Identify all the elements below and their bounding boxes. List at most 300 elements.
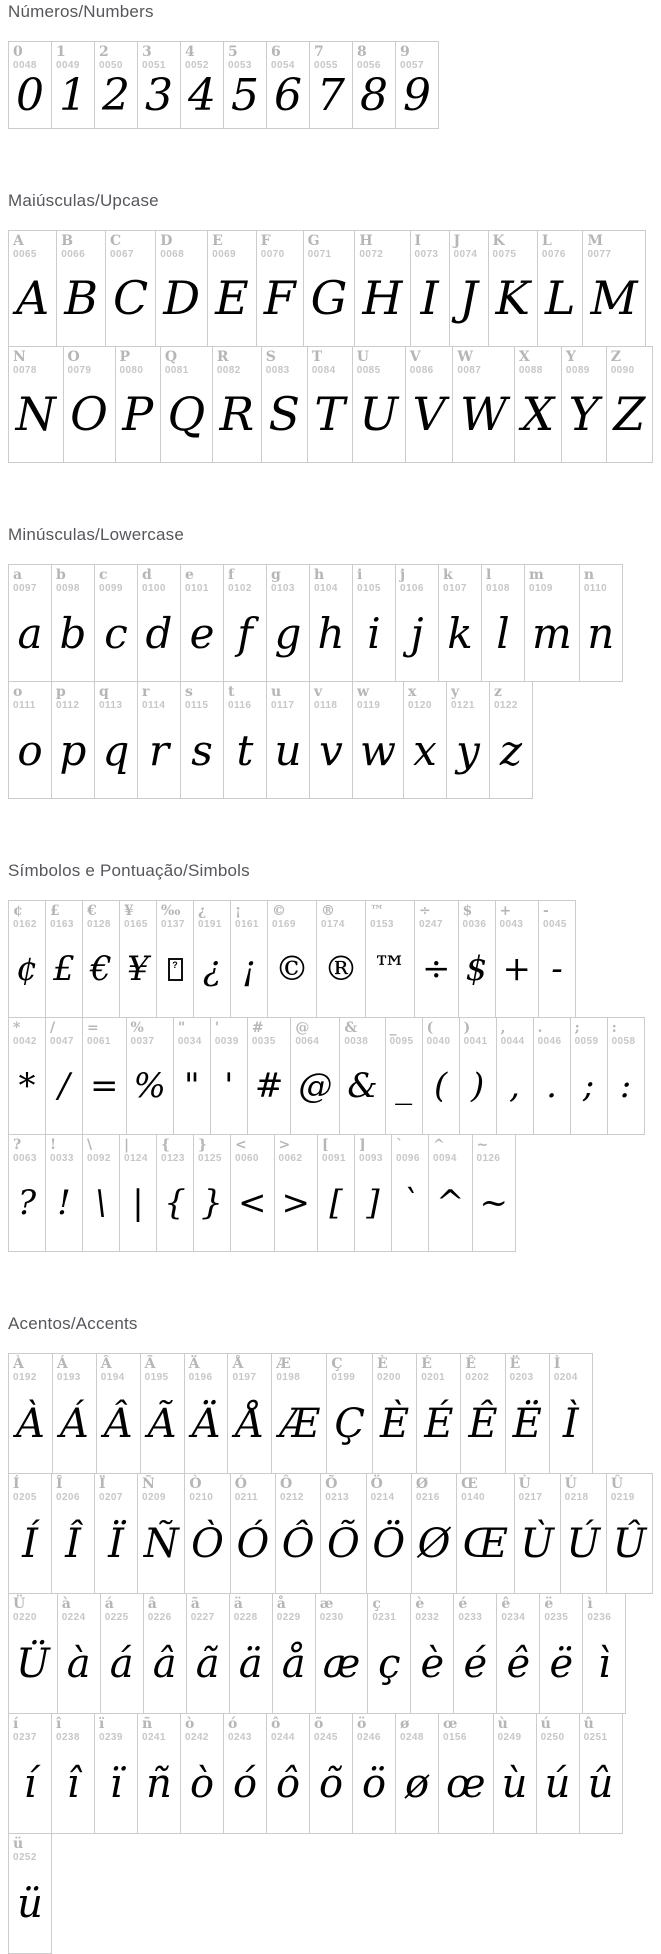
glyph-cell-glyph: Y <box>568 387 599 442</box>
glyph-cell-char: u <box>271 684 282 700</box>
glyph-cell-label <box>276 1474 320 1503</box>
glyph-cell <box>352 1713 396 1834</box>
glyph-cell <box>137 681 181 799</box>
glyph-cell-char: Ü <box>13 1596 26 1612</box>
glyph-cell-label <box>340 1018 384 1047</box>
glyph-cell-label <box>367 1474 411 1503</box>
glyph-cell-char: ë <box>544 1596 554 1612</box>
glyph-cell-char: N <box>13 349 26 365</box>
glyph-cell-code: 0107 <box>443 582 467 594</box>
glyph-cell-label <box>607 347 652 376</box>
glyph-cell-glyph: g <box>274 608 302 658</box>
glyph-cell-label <box>138 1474 184 1503</box>
glyph-cell <box>579 564 623 682</box>
glyph-cell-code: 0108 <box>486 582 510 594</box>
glyph-cell-label <box>583 231 644 260</box>
glyph-cell-label <box>9 565 51 594</box>
glyph-cell-glyph: ? <box>17 1183 37 1224</box>
glyph-cell <box>45 900 83 1018</box>
glyph-cell <box>458 900 496 1018</box>
glyph-cell <box>354 230 410 347</box>
glyph-cell-code: 0163 <box>50 918 74 930</box>
glyph-cell <box>317 1134 355 1252</box>
glyph-cell-code: 0033 <box>50 1152 74 1164</box>
glyph-cell-char: B <box>61 233 74 249</box>
glyph-cell <box>137 564 181 682</box>
glyph-cell-char: I <box>414 233 422 249</box>
glyph-cell-label <box>52 1474 94 1503</box>
glyph-cell-label <box>138 565 180 594</box>
glyph-cell-char: W <box>457 349 474 365</box>
glyph-cell-char: S <box>265 349 276 365</box>
glyph-cell-code: 0210 <box>189 1491 214 1503</box>
glyph-cell-char: j <box>400 567 406 583</box>
glyph-cell-code: 0245 <box>314 1731 338 1743</box>
glyph-cell-label <box>539 901 575 930</box>
glyph-cell-char: ¥ <box>124 903 134 919</box>
glyph-cell-char: Ñ <box>142 1476 155 1492</box>
glyph-cell-label <box>482 565 524 594</box>
glyph-cell-char: Õ <box>325 1476 338 1492</box>
glyph-cell-label <box>489 231 537 260</box>
glyph-cell-code: 0246 <box>357 1731 381 1743</box>
glyph-cell-glyph: n <box>587 608 615 658</box>
glyph-cell-char: £ <box>50 903 60 919</box>
glyph-cell-glyph: Ñ <box>143 1521 179 1568</box>
glyph-cell <box>403 681 447 799</box>
glyph-cell-glyph: ù <box>501 1761 528 1808</box>
glyph-cell-code: 0083 <box>265 364 290 376</box>
glyph-cell-label <box>83 901 119 930</box>
glyph-cell-label <box>353 565 395 594</box>
glyph-cell-glyph: H <box>362 271 403 326</box>
glyph-cell-label <box>515 347 561 376</box>
glyph-cell-code: 0169 <box>272 918 296 930</box>
glyph-cell-glyph: Û <box>612 1521 647 1568</box>
glyph-cell-label <box>310 1714 352 1743</box>
glyph-cell-code: 0204 <box>553 1371 578 1383</box>
glyph-cell <box>82 1017 127 1135</box>
glyph-cell-glyph: 4 <box>188 69 216 121</box>
glyph-cell-glyph: { <box>164 1183 186 1224</box>
glyph-cell <box>560 1473 607 1594</box>
glyph-cell-code: 0114 <box>142 699 166 711</box>
glyph-cell <box>395 41 439 129</box>
glyph-cell-code: 0067 <box>110 248 134 260</box>
glyph-cell-code: 0211 <box>234 1491 258 1503</box>
glyph-cell-code: 0082 <box>216 364 241 376</box>
glyph-cell-code: 0220 <box>13 1611 37 1623</box>
section-title: Símbolos e Pontuação/Simbols <box>8 861 250 880</box>
glyph-cell-char: P <box>119 349 131 365</box>
glyph-cell-glyph: y <box>456 725 480 775</box>
glyph-cell-label <box>412 1474 456 1503</box>
glyph-cell <box>405 346 454 463</box>
glyph-cell-label <box>580 1714 622 1743</box>
glyph-cell-glyph: T <box>314 387 346 442</box>
glyph-cell-code: 0095 <box>389 1035 414 1047</box>
glyph-cell-label <box>580 565 622 594</box>
glyph-cell-char: õ <box>314 1716 324 1732</box>
glyph-cell-label <box>267 42 309 71</box>
glyph-cell <box>489 681 533 799</box>
glyph-cell <box>51 564 95 682</box>
glyph-cell-char: ú <box>540 1716 551 1732</box>
glyph-cell-char: Ï <box>99 1476 106 1492</box>
glyph-cell-label <box>537 1714 579 1743</box>
glyph-cell-label <box>417 1354 460 1383</box>
glyph-cell-label <box>439 1714 493 1743</box>
glyph-cell-code: 0036 <box>462 918 487 930</box>
glyph-cell-glyph: [ <box>329 1183 343 1224</box>
glyph-cell-char: Z <box>610 349 621 365</box>
glyph-cell-glyph: D <box>163 271 201 326</box>
glyph-cell-label <box>97 1354 140 1383</box>
glyph-cell <box>8 1833 52 1954</box>
glyph-cell <box>514 346 562 463</box>
glyph-cell-glyph: Á <box>59 1401 89 1448</box>
glyph-cell <box>229 1593 273 1714</box>
glyph-cell-char: í <box>13 1716 19 1732</box>
glyph-cell-glyph: 0 <box>16 69 44 121</box>
glyph-cell-code: 0112 <box>56 699 80 711</box>
missing-glyph-box: ? <box>168 958 183 981</box>
glyph-cell-glyph: € <box>90 949 112 990</box>
glyph-cell <box>582 230 645 347</box>
glyph-cell-char: ^ <box>433 1137 445 1153</box>
glyph-cell <box>411 1473 457 1594</box>
glyph-cell <box>247 1017 292 1135</box>
glyph-cell-label <box>355 231 409 260</box>
glyph-cell <box>8 1593 58 1714</box>
glyph-cell-code: 0165 <box>124 918 148 930</box>
glyph-cell-code: 0156 <box>443 1731 467 1743</box>
glyph-cell <box>414 900 459 1018</box>
glyph-cell-label <box>228 1354 271 1383</box>
glyph-cell-label <box>534 1018 570 1047</box>
glyph-cell-char: ] <box>359 1137 366 1153</box>
glyph-cell-label <box>353 347 405 376</box>
glyph-cell-code: 0137 <box>161 918 185 930</box>
glyph-cell-code: 0233 <box>458 1611 483 1623</box>
glyph-cell-code: 0088 <box>518 364 543 376</box>
glyph-cell-code: 0079 <box>67 364 92 376</box>
glyph-cell-code: 0085 <box>356 364 381 376</box>
glyph-cell-code: 0218 <box>564 1491 589 1503</box>
glyph-cell-char: ; <box>574 1020 580 1036</box>
glyph-cell <box>290 1017 340 1135</box>
glyph-cell-label <box>101 1594 143 1623</box>
glyph-cell-glyph: 8 <box>360 69 388 121</box>
glyph-cell <box>184 1473 230 1594</box>
glyph-cell-glyph: ® <box>324 949 358 990</box>
glyph-cell-label <box>457 1474 513 1503</box>
glyph-cell-char: c <box>99 567 108 583</box>
glyph-cell <box>193 900 231 1018</box>
glyph-cell-char: b <box>56 567 66 583</box>
glyph-cell-code: 0069 <box>212 248 236 260</box>
glyph-cell-label <box>454 1594 496 1623</box>
glyph-cell-code: 0119 <box>357 699 381 711</box>
glyph-cell-glyph: Ã <box>147 1401 177 1448</box>
glyph-cell-label <box>95 682 137 711</box>
glyph-cell <box>539 1593 583 1714</box>
glyph-cell-glyph: J <box>459 271 478 326</box>
glyph-cell-label <box>156 231 207 260</box>
glyph-cell <box>186 1593 230 1714</box>
glyph-cell-glyph: b <box>59 608 87 658</box>
glyph-cell-label <box>116 347 160 376</box>
glyph-cell-glyph: B <box>64 271 99 326</box>
glyph-cell-code: 0074 <box>453 248 478 260</box>
glyph-cell <box>536 1713 580 1834</box>
glyph-cell <box>488 230 538 347</box>
glyph-cell-glyph: i <box>367 608 381 658</box>
glyph-cell-glyph: p <box>59 725 87 775</box>
glyph-cell-label <box>411 231 449 260</box>
glyph-cell-glyph: U <box>359 387 399 442</box>
glyph-cell <box>607 1017 645 1135</box>
glyph-cell-char: G <box>307 233 320 249</box>
glyph-cell <box>352 564 396 682</box>
glyph-cell-glyph: X <box>521 387 555 442</box>
glyph-cell-code: 0054 <box>271 59 295 71</box>
glyph-cell-char: Û <box>610 1476 624 1492</box>
glyph-cell-code: 0140 <box>461 1491 486 1503</box>
glyph-cell-char: n <box>583 567 595 583</box>
glyph-cell-glyph: O <box>70 387 108 442</box>
glyph-cell-char: ø <box>400 1716 410 1732</box>
glyph-cell-label <box>181 682 223 711</box>
glyph-cell-code: 0092 <box>87 1152 111 1164</box>
glyph-cell-label <box>327 1354 372 1383</box>
glyph-cell <box>82 900 120 1018</box>
glyph-cell-char: Ì <box>553 1356 561 1372</box>
glyph-cell-glyph: ô <box>275 1761 301 1808</box>
glyph-cell <box>316 900 366 1018</box>
glyph-cell <box>52 1353 97 1474</box>
glyph-cell-char: ' <box>214 1020 220 1036</box>
glyph-cell-code: 0090 <box>610 364 635 376</box>
glyph-cell-label <box>310 42 352 71</box>
glyph-cell-char: = <box>87 1020 99 1036</box>
glyph-cell-label <box>450 231 488 260</box>
glyph-cell-glyph: k <box>447 608 473 658</box>
glyph-cell-label <box>46 901 82 930</box>
glyph-table-row <box>8 1017 653 1135</box>
glyph-cell-char: Ë <box>509 1356 521 1372</box>
glyph-cell-glyph: r <box>148 725 170 775</box>
glyph-cell-char: ï <box>99 1716 105 1732</box>
glyph-cell-glyph: W <box>459 387 508 442</box>
glyph-cell-char: | <box>124 1137 130 1153</box>
glyph-cell-char: à <box>61 1596 71 1612</box>
glyph-cell-code: 0225 <box>104 1611 129 1623</box>
glyph-cell-code: 0100 <box>142 582 166 594</box>
glyph-cell-label <box>9 1135 45 1164</box>
glyph-cell-glyph: õ <box>318 1761 344 1808</box>
glyph-cell-glyph: í <box>23 1761 37 1808</box>
glyph-cell-code: 0064 <box>295 1035 320 1047</box>
glyph-cell-label <box>353 42 395 71</box>
glyph-cell-label <box>607 1474 652 1503</box>
glyph-cell <box>495 900 540 1018</box>
glyph-cell-label <box>506 1354 549 1383</box>
glyph-cell-char: * <box>13 1020 21 1036</box>
glyph-cell-glyph: f <box>237 608 253 658</box>
glyph-cell-char: ê <box>501 1596 511 1612</box>
glyph-cell <box>315 1593 369 1714</box>
glyph-cell-code: 0050 <box>99 59 123 71</box>
glyph-cell-char: E <box>212 233 223 249</box>
glyph-cell-code: 0047 <box>50 1035 74 1047</box>
glyph-cell-char: è <box>415 1596 425 1612</box>
glyph-cell <box>94 1473 138 1594</box>
glyph-cell-label <box>459 901 495 930</box>
glyph-cell-glyph: Í <box>22 1521 38 1568</box>
glyph-cell <box>184 1353 229 1474</box>
glyph-cell-code: 0059 <box>574 1035 599 1047</box>
glyph-cell-code: 0080 <box>119 364 144 376</box>
glyph-cell-glyph: S <box>268 387 300 442</box>
glyph-cell-char: \ <box>87 1137 93 1153</box>
glyph-cell-glyph: M <box>590 271 638 326</box>
glyph-cell-label <box>291 1018 339 1047</box>
glyph-cell <box>391 1134 429 1252</box>
glyph-cell-char: € <box>87 903 97 919</box>
glyph-cell-label <box>181 42 223 71</box>
glyph-cell-code: 0116 <box>228 699 252 711</box>
glyph-cell-label <box>272 1354 326 1383</box>
glyph-cell-char: f <box>228 567 235 583</box>
glyph-cell-char: Y <box>565 349 576 365</box>
glyph-cell-glyph: À <box>16 1401 45 1448</box>
glyph-cell-code: 0042 <box>13 1035 37 1047</box>
glyph-cell-label <box>95 1474 137 1503</box>
glyph-cell-glyph: h <box>317 608 345 658</box>
glyph-cell-code: 0213 <box>325 1491 350 1503</box>
glyph-cell-code: 0248 <box>400 1731 424 1743</box>
glyph-cell-char: @ <box>295 1020 310 1036</box>
glyph-cell-char: å <box>276 1596 286 1612</box>
glyph-cell <box>320 1473 366 1594</box>
glyph-cell-label <box>490 682 532 711</box>
glyph-cell-glyph: v <box>319 725 343 775</box>
glyph-cell-label <box>157 1135 193 1164</box>
glyph-cell <box>538 900 576 1018</box>
glyph-cell-code: 0161 <box>235 918 259 930</box>
glyph-cell-glyph: G <box>310 271 348 326</box>
glyph-cell <box>570 1017 608 1135</box>
glyph-cell <box>100 1593 144 1714</box>
glyph-cell-glyph: Ç <box>334 1401 365 1448</box>
glyph-cell-glyph: l <box>496 608 510 658</box>
glyph-cell-label <box>9 901 45 930</box>
glyph-cell-char: Ä <box>188 1356 200 1372</box>
section-title: Números/Numbers <box>8 2 154 21</box>
glyph-cell-char: J <box>453 233 461 249</box>
glyph-cell-code: 0081 <box>164 364 189 376</box>
glyph-cell-label <box>141 1354 184 1383</box>
glyph-cell-label <box>267 565 309 594</box>
glyph-cell-char: È <box>377 1356 388 1372</box>
glyph-cell-char: © <box>272 903 286 919</box>
glyph-cell-char: Ù <box>518 1476 531 1492</box>
glyph-cell-char: - <box>543 903 549 919</box>
glyph-cell-char: l <box>486 567 492 583</box>
glyph-cell <box>549 1353 593 1474</box>
glyph-cell <box>303 230 356 347</box>
glyph-cell-glyph: Ï <box>108 1521 124 1568</box>
glyph-cell <box>230 1473 276 1594</box>
glyph-cell-glyph: 7 <box>317 69 345 121</box>
glyph-cell-char: s <box>185 684 193 700</box>
glyph-cell-code: 0039 <box>214 1035 239 1047</box>
glyph-cell <box>422 1017 460 1135</box>
glyph-cell <box>266 681 310 799</box>
glyph-cell-glyph: Ó <box>236 1521 270 1568</box>
glyph-cell <box>94 41 138 129</box>
glyph-cell-code: 0229 <box>276 1611 301 1623</box>
glyph-cell-glyph: ò <box>189 1761 215 1808</box>
glyph-cell-char: : <box>611 1020 617 1036</box>
glyph-cell-label <box>46 1135 82 1164</box>
glyph-cell-code: 0096 <box>396 1152 420 1164</box>
glyph-cell-glyph: ¿ <box>202 949 222 990</box>
glyph-cell-glyph: û <box>587 1761 614 1808</box>
glyph-cell-glyph: " <box>183 1066 200 1107</box>
glyph-cell <box>94 564 138 682</box>
glyph-cell-char: Æ <box>276 1356 291 1372</box>
glyph-cell-glyph: å <box>281 1641 306 1688</box>
glyph-table-row <box>8 900 653 1018</box>
glyph-cell <box>8 900 46 1018</box>
glyph-cell-code: 0201 <box>421 1371 446 1383</box>
glyph-cell-glyph: È <box>380 1401 410 1448</box>
glyph-cell-label <box>386 1018 422 1047</box>
glyph-cell-char: ¿ <box>198 903 207 919</box>
glyph-cell-char: Ö <box>370 1476 383 1492</box>
glyph-cell-char: v <box>314 684 323 700</box>
glyph-cell-char: y <box>450 684 460 700</box>
glyph-cell-code: 0200 <box>377 1371 401 1383</box>
glyph-cell-char: } <box>198 1137 208 1153</box>
glyph-cell <box>496 1593 540 1714</box>
glyph-cell-code: 0041 <box>463 1035 488 1047</box>
glyph-cell-glyph: Z <box>613 387 646 442</box>
glyph-cell-glyph: é <box>463 1641 488 1688</box>
glyph-cell-char: ñ <box>142 1716 153 1732</box>
glyph-cell <box>119 1134 157 1252</box>
glyph-cell-char: Å <box>232 1356 244 1372</box>
glyph-cell-code: 0192 <box>13 1371 37 1383</box>
glyph-table-row <box>8 1713 653 1834</box>
glyph-cell <box>8 1134 46 1252</box>
glyph-cell-glyph: Œ <box>462 1521 509 1568</box>
glyph-cell-glyph: ¡ <box>242 949 256 990</box>
glyph-cell-code: 0066 <box>61 248 86 260</box>
glyph-table-row <box>8 1833 653 1954</box>
glyph-cell-char: Ç <box>331 1356 343 1372</box>
glyph-cell-glyph: Ô <box>281 1521 315 1568</box>
glyph-cell-char: ‰ <box>161 903 181 919</box>
glyph-cell-glyph: + <box>502 949 531 990</box>
glyph-cell-label <box>373 1354 416 1383</box>
glyph-cell-label <box>308 347 352 376</box>
glyph-cell <box>606 346 653 463</box>
glyph-cell-code: 0075 <box>492 248 517 260</box>
glyph-cell-glyph: ' <box>224 1066 234 1107</box>
